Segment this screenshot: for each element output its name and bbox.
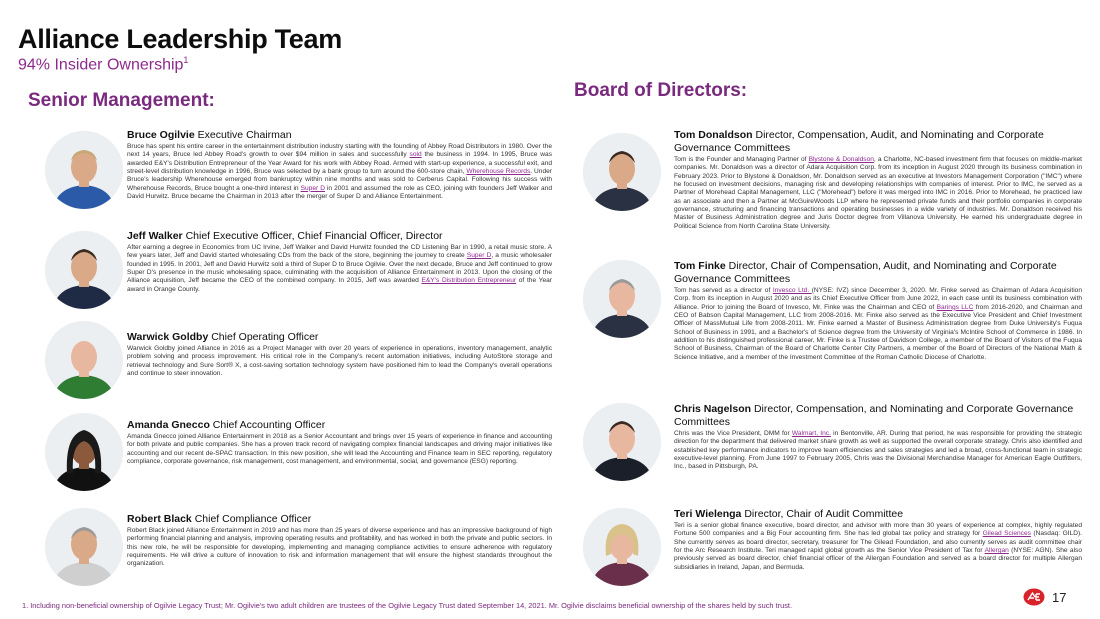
bio-link[interactable]: sold xyxy=(409,151,422,159)
person-role: Director, Compensation, and Nominating and Corporate Governance Committees xyxy=(674,403,1074,428)
bio-text: After earning a degree in Economics from UC Irvine, Jeff Walker and David Hurwitz founded the CD Listening Bar in 1990, a retail music store. A few years later, Jeff and David started wholesaling CDs from the back of the store, beginning the journey to create xyxy=(127,244,552,260)
company-logo-icon xyxy=(1023,588,1045,606)
person-name: Jeff Walker xyxy=(127,230,183,242)
bio-text: . Under Bruce's leadership Wherehouse emerged from bankruptcy within nine months and was sold to Cerberus Capital. Following his success with Wherehouse Records, Bruce bought a one-third interest in xyxy=(127,168,552,192)
page-subtitle xyxy=(18,55,188,74)
person-bio-block xyxy=(674,260,1082,362)
person-bio-block xyxy=(674,403,1082,472)
bio-link[interactable]: Walmart, Inc. xyxy=(791,430,831,437)
avatar xyxy=(583,508,661,586)
person-name-line xyxy=(127,331,552,344)
avatar xyxy=(583,403,661,481)
bio-text: (NYSE: AGN). She also previously served as board director, chief financial officer of the Allergan Foundation and served as a board director for multiple Allergan subsidiaries in Ireland, Japan, and Bermuda. xyxy=(674,547,1082,571)
person-name-line xyxy=(674,403,1082,429)
bio-text: Chris was the Vice President, DMM for xyxy=(674,430,792,437)
board-of-directors-heading: Board of Directors: xyxy=(574,80,748,101)
bio-text: from 2016-2020, and Chairman and CEO of Babson Capital Management, LLC from 2008-2016. Mr. Finke also served as the Executive Vice President and Chief Investment Officer of MassMutual Life from 2008-2011. Mr. Finke earned a Master of Business Administration degree from Duke University's Fuqua School of Business in 1991, and a Bachelor's of Science degree from the University of Virginia's McIntire School of Commerce in 1986. In addition to his distinguished professional career, Mr. Finke is a Trustee of Davidson College, a member of the Board of Visitors of the Fuqua School of Business, Chairman of the Board of Charlotte Center City Partners, a member of the Board of Directors of the National Math & Science Initiative, and a member of the Investment Committee of the Roman Catholic Diocese of Charlotte. xyxy=(674,303,1082,361)
person-bio-block xyxy=(674,129,1082,231)
bio-text: , a music wholesaler founded in 1995. In 2001, Jeff and David Hurwitz sold a third of Super D to Bruce Ogilvie. Over the next decade, Bruce and Jeff continued to grow Super D's presence in the music wholesaling space, culminating with the acquisition of Alliance Entertainment in 2013. Upon the closing of the Alliance acquisition, Jeff became the CEO of the combined company. In 2015, Jeff was awarded xyxy=(127,252,552,285)
person-role: Chief Executive Officer, Chief Financial Officer, Director xyxy=(185,230,443,242)
bio-link[interactable]: Blystone & Donaldson xyxy=(808,156,874,163)
person-name-line xyxy=(127,513,552,526)
person-name: Teri Wielenga xyxy=(674,508,742,520)
bio-text: , a Charlotte, NC-based investment firm that focuses on middle-market companies. Mr. Donaldson was a director of Adara Acquisition Corp. from its inception in August 2020 through its business combination in February 2023. Prior to Blystone & Donaldson, Mr. Donaldson served as an executive at Investors Management Corporation ("IMC") where he focused on investment decisions, managing risk and developing relationships with companies of interest. Prior to IMC, he served as a Partner of Morehead Capital Management, LLC ("Morehead") before it was merged into IMC in 2016. Prior to Morehead, he practiced law as an associate and then a Partner at McGuireWoods LLP where he represented private funds and their portfolio companies in corporate governance, structuring and financing transactions and operating businesses in a wide variety of industries. Mr. Donaldson received his Master of Business Administration degree and Juris Doctor degree from Villanova University. He earned his undergraduate degree in Political Science from North Carolina State University. xyxy=(674,156,1082,230)
footnote-marker: 1 xyxy=(183,55,189,65)
subtitle-text: 94% Insider Ownership xyxy=(18,56,184,74)
bio-link[interactable]: Gilead Sciences xyxy=(982,530,1031,538)
person-bio-block xyxy=(127,331,552,378)
person-role: Director, Chair of Compensation, Audit, and Nominating and Corporate Governance Committees xyxy=(674,260,1057,285)
avatar xyxy=(583,133,661,211)
person-bio xyxy=(674,287,1082,362)
bio-link[interactable]: Invesco Ltd. xyxy=(772,287,812,294)
person-bio xyxy=(127,143,552,201)
bio-text: in Bentonville, AR. During that period, he was responsible for providing the strategic direction for the department that delivered market share growth as well as supported the overall corporate strategy. Chris also identified and established key performance indicators to improve team efficiencies and sales strategies and led a broad, cross-functional team in strategic executive-level planning. From June 1997 to February 2005, Chris was the Divisional Merchandise Manager for American Eagle Outfitters, Inc., based in Pittsburgh, PA. xyxy=(674,430,1082,471)
person-name: Chris Nagelson xyxy=(674,403,752,415)
person-bio xyxy=(674,156,1082,231)
person-name-line xyxy=(127,230,552,243)
bio-text: (NYSE: IVZ) since December 3, 2020. Mr. Finke served as Chairman of Adara Acquisition Corp. from its inception in August 2020 and as its Chief Executive Officer from June 2022, in each case until its business combination with Alliance. Prior to joining the Board of Invesco, Mr. Finke was the Chairman and CEO of xyxy=(674,287,1082,311)
bio-link[interactable]: Super D xyxy=(300,184,325,192)
person-name: Tom Donaldson xyxy=(674,129,753,141)
bio-text: in 2001 and assumed the role as CEO, joining with founders Jeff Walker and David Hurwitz. Bruce became the Chairman in 2013 after the merger of Super D and Alliance Entertainment. xyxy=(127,184,552,201)
person-bio xyxy=(127,244,552,294)
person-name-line xyxy=(674,129,1082,155)
person-name: Tom Finke xyxy=(674,260,726,272)
person-role: Chief Operating Officer xyxy=(211,331,319,343)
bio-text: Robert Black joined Alliance Entertainment in 2019 and has more than 25 years of diverse experience and has an impressive background of high performing financial planning and analysis, improving operating results and profitability, and has worked in both the private and public sectors. In this new role, he will be responsible for developing, implementing and managing compliance activities to ensure adherence with regulatory requirements. He will drive a culture of innovation to risk and information management that will ensure the highest standards throughout the organization. xyxy=(127,527,552,568)
person-role: Director, Compensation, Audit, and Nominating and Corporate Governance Committees xyxy=(674,129,1044,154)
person-name: Warwick Goldby xyxy=(127,331,209,343)
page-title: Alliance Leadership Team xyxy=(18,24,342,54)
avatar xyxy=(45,321,123,399)
avatar xyxy=(583,260,661,338)
footnote: 1. Including non-beneficial ownership of Ogilvie Legacy Trust; Mr. Ogilvie's two adult children are trustees of the Ogilvie Legacy Trust dated September 14, 2021. Mr. Ogilvie disclaims beneficial ownership of the shares held by such trust. xyxy=(22,601,793,610)
person-bio-block xyxy=(127,230,552,294)
avatar xyxy=(45,131,123,209)
person-name-line xyxy=(127,419,552,432)
bio-link[interactable]: Wherehouse Records xyxy=(466,168,531,176)
person-name: Robert Black xyxy=(127,513,192,525)
bio-text: Bruce has spent his entire career in the entertainment distribution industry starting with the founding of Abbey Road Distributors in 1980. Over the next 14 years, Bruce led Abbey Road's growth to over $94 million in sales and successfully xyxy=(127,143,552,159)
bio-link[interactable]: Barings LLC xyxy=(936,303,974,311)
avatar xyxy=(45,508,123,586)
bio-link[interactable]: Allergan xyxy=(984,547,1009,555)
bio-text: Tom is the Founder and Managing Partner of xyxy=(674,156,809,163)
bio-text: Tom has served as a director of xyxy=(674,287,773,294)
person-role: Director, Chair of Audit Committee xyxy=(744,508,904,520)
bio-text: Warwick Goldby joined Alliance in 2016 as a Project Manager with over 20 years of experience in operations, inventory management, analytic problem solving and process improvement. His critical role in the Company's recent automation initiatives, including AutoStore storage and retrieval technology and Sure Sort® X, a cost-saving sortation technology system have positioned him to lead the Company's overall operations and continue to steer innovation. xyxy=(127,345,552,378)
senior-management-heading: Senior Management: xyxy=(28,90,215,111)
person-bio-block xyxy=(127,129,552,201)
bio-link[interactable]: Super D xyxy=(466,252,492,260)
page-number: 17 xyxy=(1052,590,1067,605)
person-name: Amanda Gnecco xyxy=(127,419,210,431)
bio-text: (Nasdaq: GILD). She currently serves as board director, secretary, treasurer for The Gilead Foundation, and also currently serves as audit committee chair for the Arc Research Institute. Teri managed rapid global growth as the Senior Vice President of Tax for xyxy=(674,530,1082,555)
person-bio xyxy=(127,345,552,378)
avatar xyxy=(45,231,123,309)
person-name-line xyxy=(127,129,552,142)
person-bio xyxy=(127,433,552,466)
person-name-line xyxy=(674,260,1082,286)
person-name: Bruce Ogilvie xyxy=(127,129,195,141)
person-bio xyxy=(127,527,552,569)
person-bio xyxy=(674,522,1082,572)
person-name-line xyxy=(674,508,1082,521)
person-role: Executive Chairman xyxy=(197,129,292,141)
bio-link[interactable]: E&Y's Distribution Entrepreneur xyxy=(421,277,517,285)
bio-text: Amanda Gnecco joined Alliance Entertainment in 2018 as a Senior Accountant and brings over 15 years of experience in finance and accounting for both private and public companies. She has a proven track record of navigating complex financial landscapes and driving major initiatives like accounting and our recent de-SPAC transaction. In this new position, she will lead the Accounting and Finance team in SEC reporting, regulatory compliance, corporate governance, risk management, cost management, and environmental, social, and governance (ESG) reporting. xyxy=(127,433,552,466)
bio-text: of the Year award in Orange County. xyxy=(127,277,552,293)
person-role: Chief Compliance Officer xyxy=(194,513,312,525)
person-role: Chief Accounting Officer xyxy=(212,419,326,431)
bio-text: Teri is a senior global finance executive, board director, and advisor with more than 30 years of experience at complex, highly regulated Fortune 500 companies and a Big Four accounting firm. She has led global tax policy and strategy for xyxy=(674,522,1082,538)
person-bio-block xyxy=(674,508,1082,572)
avatar xyxy=(45,413,123,491)
person-bio-block xyxy=(127,513,552,569)
person-bio-block xyxy=(127,419,552,466)
person-bio xyxy=(674,430,1082,472)
bio-text: the business in 1994. In 1995, Bruce was awarded E&Y's Distribution Entrepreneur of the Year Award for his work with Abbey Road. Armed with start-up experience, a successful exit, and street-level distribution knowledge in 1996, Bruce was selected by a bank group to turn around the 600-store chain, xyxy=(127,151,552,176)
